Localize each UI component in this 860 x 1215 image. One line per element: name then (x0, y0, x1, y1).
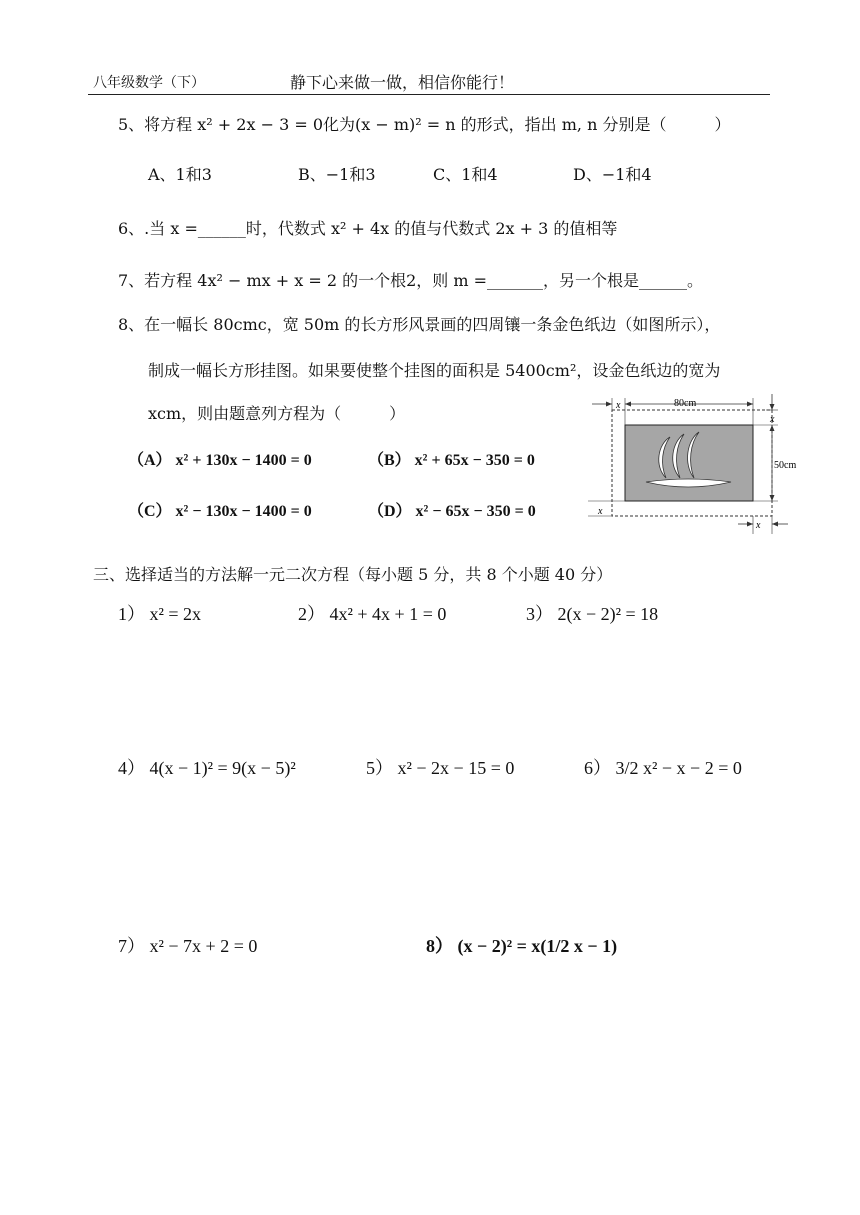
q8-option-c: （C） x² − 130x − 1400 = 0 (128, 503, 312, 520)
problem-3: 3） 2(x − 2)² = 18 (526, 604, 659, 624)
question-5: 5、将方程 x² + 2x − 3 = 0化为(x − m)² = n 的形式，指出 m, n 分别是（ ） (118, 115, 731, 134)
problem-4: 4） 4(x − 1)² = 9(x − 5)² (118, 758, 296, 778)
problem-5: 5） x² − 2x − 15 = 0 (366, 758, 515, 778)
q5-option-d: D、−1和4 (573, 165, 652, 184)
problem-1: 1） x² = 2x (118, 604, 202, 624)
problem-2: 2） 4x² + 4x + 1 = 0 (298, 604, 447, 624)
height-label: 50cm (774, 460, 797, 471)
section-3-title: 三、选择适当的方法解一元二次方程（每小题 5 分，共 8 个小题 40 分） (93, 565, 613, 584)
x-label-bottom-left: x (598, 506, 603, 517)
question-8-line-3: xcm，则由题意列方程为（ ） (148, 404, 406, 423)
header-left: 八年级数学（下） (93, 75, 205, 91)
problem-6: 6） 3/2 x² − x − 2 = 0 (584, 758, 742, 778)
q5-option-c: C、1和4 (433, 165, 498, 184)
problem-7: 7） x² − 7x + 2 = 0 (118, 936, 258, 956)
x-label-top-left: x (616, 400, 621, 411)
q8-option-a: （A） x² + 130x − 1400 = 0 (128, 452, 312, 469)
x-label-right-top: x (770, 414, 775, 425)
question-7: 7、若方程 4x² − mx + x = 2 的一个根2，则 m =_______，另一个根是______。 (118, 271, 704, 290)
q5-option-b: B、−1和3 (298, 165, 376, 184)
question-8-line-1: 8、在一幅长 80cmc，宽 50m 的长方形风景画的四周镶一条金色纸边（如图所示）， (118, 315, 721, 334)
header-rule (88, 94, 770, 95)
q8-option-d: （D） x² − 65x − 350 = 0 (368, 503, 536, 520)
problem-8: 8） (x − 2)² = x(1/2 x − 1) (426, 936, 618, 956)
header-motto: 静下心来做一做，相信你能行！ (290, 73, 515, 92)
x-label-bottom-right: x (756, 520, 761, 531)
width-label: 80cm (674, 398, 697, 409)
q5-option-a: A、1和3 (148, 165, 212, 184)
framed-picture-figure (588, 392, 803, 540)
q8-option-b: （B） x² + 65x − 350 = 0 (368, 452, 535, 469)
question-8-line-2: 制成一幅长方形挂图。如果要使整个挂图的面积是 5400cm²，设金色纸边的宽为 (148, 361, 721, 380)
question-6: 6、.当 x =______时，代数式 x² + 4x 的值与代数式 2x + 3 的值相等 (118, 219, 618, 238)
